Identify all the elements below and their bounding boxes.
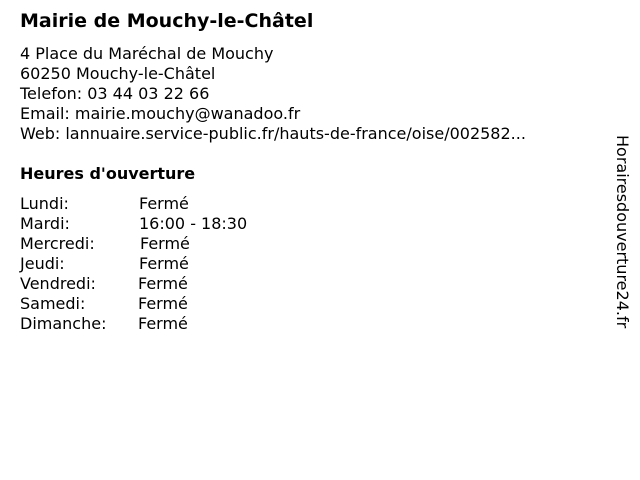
hours-row-jeudi [20, 254, 320, 274]
day-label: Vendredi: [20, 274, 96, 293]
day-hours: Fermé [138, 314, 188, 333]
opening-hours-heading: Heures d'ouverture [20, 164, 196, 183]
site-watermark: Horairesdouverture24.fr [613, 135, 632, 329]
address-block [20, 44, 526, 144]
hours-row-dimanche [20, 314, 320, 334]
web-line: Web: lannuaire.service-public.fr/hauts-de-france/oise/002582... [20, 124, 526, 143]
page-title: Mairie de Mouchy-le-Châtel [20, 10, 314, 32]
day-hours: 16:00 - 18:30 [139, 214, 248, 233]
day-hours: Fermé [139, 194, 189, 213]
hours-row-lundi [20, 194, 320, 214]
day-label: Samedi: [20, 294, 86, 313]
day-label: Mercredi: [20, 234, 95, 253]
address-city: 60250 Mouchy-le-Châtel [20, 64, 216, 83]
day-hours: Fermé [139, 254, 189, 273]
day-label: Dimanche: [20, 314, 107, 333]
day-label: Mardi: [20, 214, 70, 233]
hours-row-vendredi [20, 274, 320, 294]
email-line: Email: mairie.mouchy@wanadoo.fr [20, 104, 301, 123]
hours-row-mercredi [20, 234, 320, 254]
day-hours: Fermé [140, 234, 190, 253]
day-label: Jeudi: [20, 254, 65, 273]
day-hours: Fermé [138, 294, 188, 313]
phone-line: Telefon: 03 44 03 22 66 [20, 84, 210, 103]
address-street: 4 Place du Maréchal de Mouchy [20, 44, 274, 63]
day-hours: Fermé [138, 274, 188, 293]
day-label: Lundi: [20, 194, 69, 213]
hours-row-samedi [20, 294, 320, 314]
opening-hours-table [20, 194, 320, 334]
hours-row-mardi [20, 214, 320, 234]
